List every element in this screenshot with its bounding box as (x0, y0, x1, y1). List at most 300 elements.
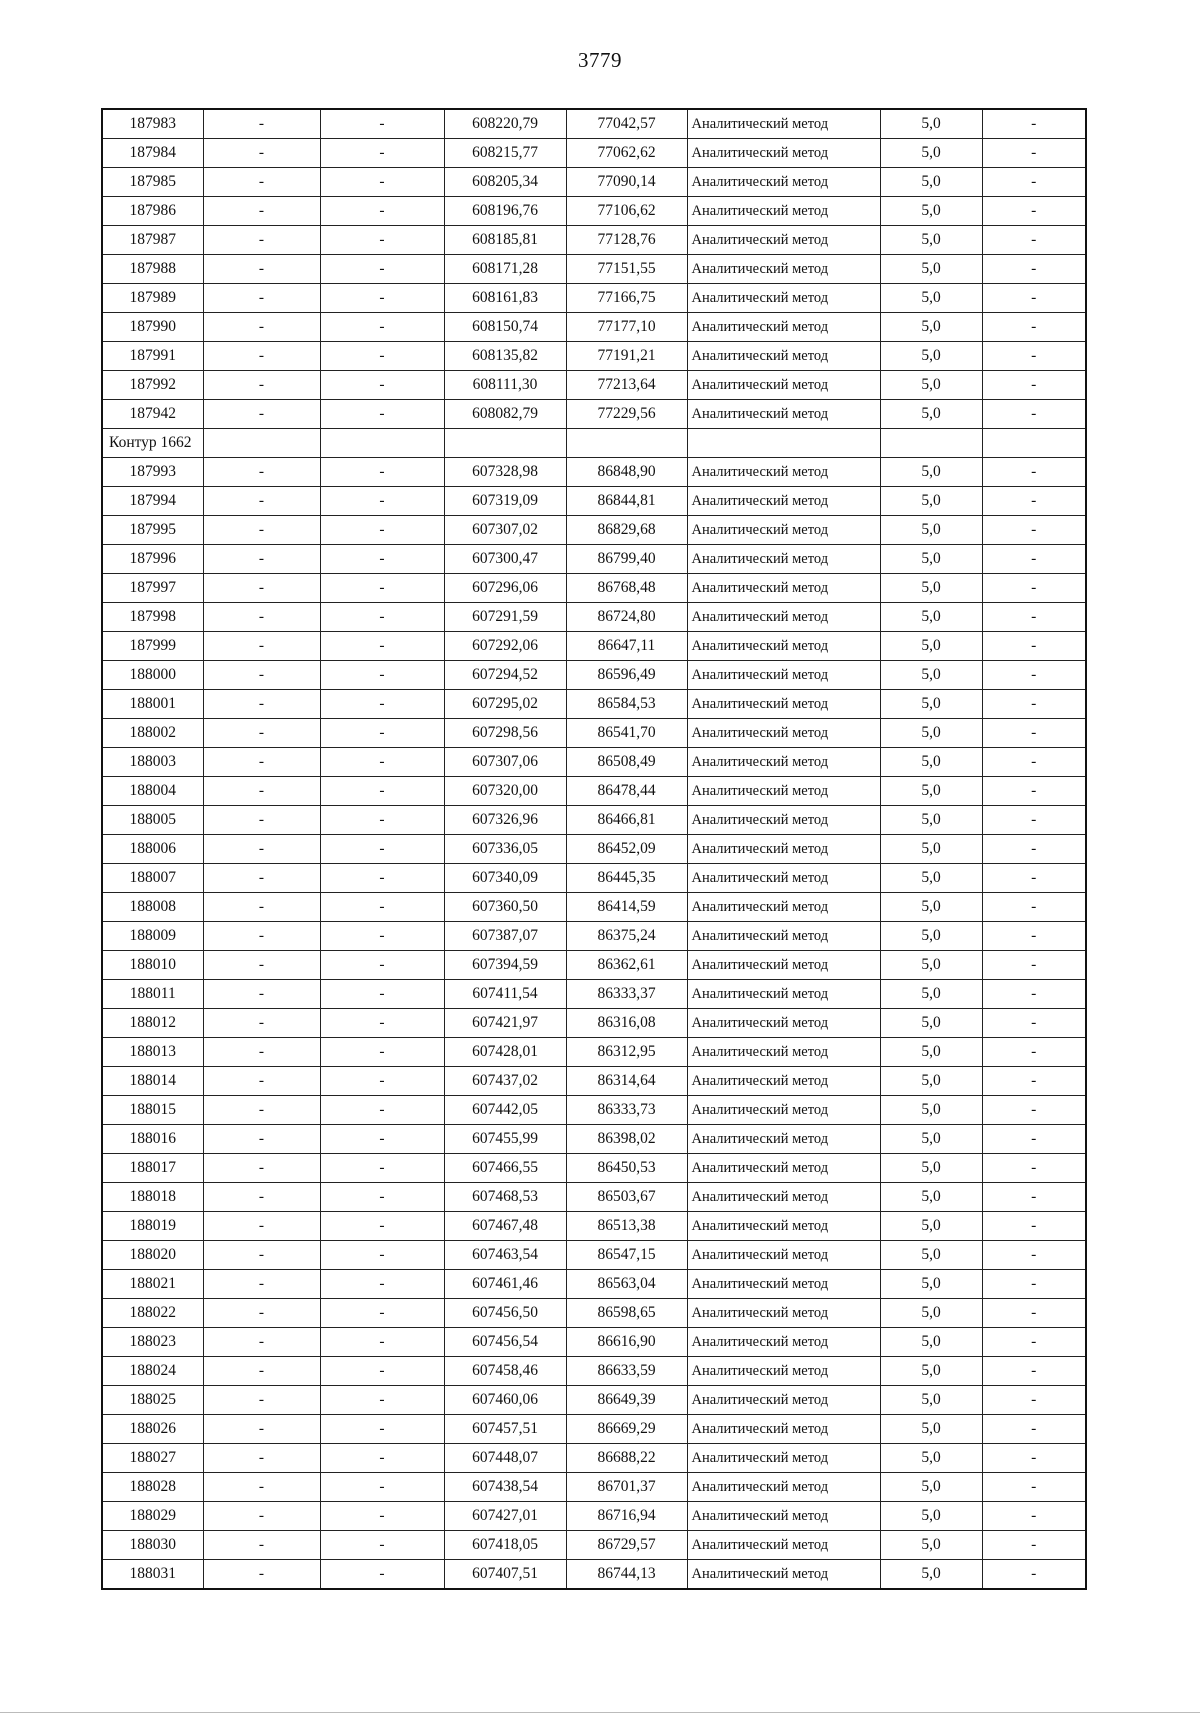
description-cell: - (982, 1502, 1086, 1531)
point-number-cell: 187998 (102, 603, 203, 632)
old-y-cell: - (320, 690, 444, 719)
y-coordinate-cell: 86596,49 (566, 661, 687, 690)
table-row (102, 545, 1086, 574)
method-cell: Аналитический метод (687, 109, 880, 139)
method-cell: Аналитический метод (687, 371, 880, 400)
point-number-cell: 188021 (102, 1270, 203, 1299)
point-number-cell: 188014 (102, 1067, 203, 1096)
y-coordinate-cell: 86584,53 (566, 690, 687, 719)
old-y-cell: - (320, 661, 444, 690)
point-number-cell: 188027 (102, 1444, 203, 1473)
point-number-cell: 187993 (102, 458, 203, 487)
description-cell: - (982, 835, 1086, 864)
y-coordinate-cell: 77062,62 (566, 139, 687, 168)
method-cell: Аналитический метод (687, 1502, 880, 1531)
point-number-cell: 188004 (102, 777, 203, 806)
description-cell: - (982, 1096, 1086, 1125)
accuracy-cell: 5,0 (880, 632, 982, 661)
old-x-cell: - (203, 922, 320, 951)
description-cell: - (982, 690, 1086, 719)
method-cell: Аналитический метод (687, 1357, 880, 1386)
x-coordinate-cell: 607360,50 (444, 893, 566, 922)
x-coordinate-cell: 607300,47 (444, 545, 566, 574)
point-number-cell: 187987 (102, 226, 203, 255)
old-y-cell: - (320, 168, 444, 197)
point-number-cell: Контур 1662 (102, 429, 203, 458)
method-cell: Аналитический метод (687, 603, 880, 632)
description-cell: - (982, 1299, 1086, 1328)
y-coordinate-cell (566, 429, 687, 458)
old-x-cell: - (203, 951, 320, 980)
table-row (102, 835, 1086, 864)
coordinates-table (101, 108, 1087, 1590)
old-y-cell: - (320, 1270, 444, 1299)
method-cell: Аналитический метод (687, 487, 880, 516)
old-y-cell: - (320, 1415, 444, 1444)
table-row (102, 1009, 1086, 1038)
y-coordinate-cell: 86633,59 (566, 1357, 687, 1386)
table-row (102, 1415, 1086, 1444)
old-x-cell: - (203, 1270, 320, 1299)
description-cell: - (982, 1241, 1086, 1270)
old-x-cell (203, 429, 320, 458)
x-coordinate-cell: 607457,51 (444, 1415, 566, 1444)
accuracy-cell: 5,0 (880, 516, 982, 545)
method-cell: Аналитический метод (687, 1415, 880, 1444)
x-coordinate-cell: 607418,05 (444, 1531, 566, 1560)
table-row (102, 632, 1086, 661)
description-cell: - (982, 371, 1086, 400)
description-cell: - (982, 342, 1086, 371)
accuracy-cell: 5,0 (880, 1270, 982, 1299)
accuracy-cell: 5,0 (880, 951, 982, 980)
x-coordinate-cell: 607428,01 (444, 1038, 566, 1067)
method-cell: Аналитический метод (687, 1096, 880, 1125)
contour-header-row (102, 429, 1086, 458)
method-cell: Аналитический метод (687, 806, 880, 835)
x-coordinate-cell: 608082,79 (444, 400, 566, 429)
table-row (102, 109, 1086, 139)
description-cell: - (982, 109, 1086, 139)
old-y-cell: - (320, 342, 444, 371)
accuracy-cell: 5,0 (880, 1415, 982, 1444)
old-y-cell: - (320, 777, 444, 806)
x-coordinate-cell: 607407,51 (444, 1560, 566, 1590)
y-coordinate-cell: 86513,38 (566, 1212, 687, 1241)
method-cell (687, 429, 880, 458)
description-cell: - (982, 197, 1086, 226)
old-y-cell: - (320, 748, 444, 777)
accuracy-cell: 5,0 (880, 1067, 982, 1096)
old-x-cell: - (203, 661, 320, 690)
old-x-cell: - (203, 313, 320, 342)
old-x-cell: - (203, 893, 320, 922)
table-row (102, 342, 1086, 371)
description-cell: - (982, 545, 1086, 574)
description-cell: - (982, 313, 1086, 342)
old-x-cell: - (203, 690, 320, 719)
point-number-cell: 187989 (102, 284, 203, 313)
method-cell: Аналитический метод (687, 980, 880, 1009)
accuracy-cell: 5,0 (880, 342, 982, 371)
old-x-cell: - (203, 864, 320, 893)
x-coordinate-cell: 607336,05 (444, 835, 566, 864)
old-y-cell: - (320, 487, 444, 516)
y-coordinate-cell: 86669,29 (566, 1415, 687, 1444)
y-coordinate-cell: 86375,24 (566, 922, 687, 951)
old-x-cell: - (203, 342, 320, 371)
accuracy-cell: 5,0 (880, 1531, 982, 1560)
old-x-cell: - (203, 1183, 320, 1212)
point-number-cell: 188015 (102, 1096, 203, 1125)
old-x-cell: - (203, 109, 320, 139)
method-cell: Аналитический метод (687, 1183, 880, 1212)
table-row (102, 748, 1086, 777)
x-coordinate-cell: 607455,99 (444, 1125, 566, 1154)
table-row (102, 777, 1086, 806)
old-y-cell: - (320, 255, 444, 284)
table-row (102, 1502, 1086, 1531)
old-y-cell: - (320, 864, 444, 893)
old-x-cell: - (203, 371, 320, 400)
old-x-cell: - (203, 400, 320, 429)
y-coordinate-cell: 86848,90 (566, 458, 687, 487)
point-number-cell: 188024 (102, 1357, 203, 1386)
method-cell: Аналитический метод (687, 1038, 880, 1067)
x-coordinate-cell: 608161,83 (444, 284, 566, 313)
table-row (102, 1386, 1086, 1415)
y-coordinate-cell: 86452,09 (566, 835, 687, 864)
x-coordinate-cell: 607340,09 (444, 864, 566, 893)
description-cell: - (982, 632, 1086, 661)
y-coordinate-cell: 86688,22 (566, 1444, 687, 1473)
description-cell: - (982, 1560, 1086, 1590)
method-cell: Аналитический метод (687, 748, 880, 777)
point-number-cell: 188011 (102, 980, 203, 1009)
y-coordinate-cell: 86466,81 (566, 806, 687, 835)
x-coordinate-cell: 608171,28 (444, 255, 566, 284)
accuracy-cell: 5,0 (880, 168, 982, 197)
y-coordinate-cell: 86445,35 (566, 864, 687, 893)
scan-edge-line (0, 1712, 1200, 1713)
method-cell: Аналитический метод (687, 835, 880, 864)
table-row (102, 226, 1086, 255)
table-row (102, 1328, 1086, 1357)
accuracy-cell: 5,0 (880, 1009, 982, 1038)
y-coordinate-cell: 86316,08 (566, 1009, 687, 1038)
accuracy-cell: 5,0 (880, 1125, 982, 1154)
table-row (102, 197, 1086, 226)
old-y-cell: - (320, 516, 444, 545)
old-x-cell: - (203, 1357, 320, 1386)
old-y-cell: - (320, 980, 444, 1009)
point-number-cell: 187985 (102, 168, 203, 197)
method-cell: Аналитический метод (687, 893, 880, 922)
old-y-cell: - (320, 1125, 444, 1154)
table-row (102, 168, 1086, 197)
y-coordinate-cell: 86768,48 (566, 574, 687, 603)
table-row (102, 1096, 1086, 1125)
method-cell: Аналитический метод (687, 1560, 880, 1590)
old-y-cell: - (320, 1241, 444, 1270)
y-coordinate-cell: 86333,73 (566, 1096, 687, 1125)
accuracy-cell: 5,0 (880, 139, 982, 168)
accuracy-cell: 5,0 (880, 1560, 982, 1590)
accuracy-cell: 5,0 (880, 1328, 982, 1357)
table-row (102, 1357, 1086, 1386)
y-coordinate-cell: 77191,21 (566, 342, 687, 371)
point-number-cell: 187942 (102, 400, 203, 429)
method-cell: Аналитический метод (687, 922, 880, 951)
y-coordinate-cell: 86503,67 (566, 1183, 687, 1212)
method-cell: Аналитический метод (687, 1241, 880, 1270)
accuracy-cell: 5,0 (880, 487, 982, 516)
accuracy-cell: 5,0 (880, 1502, 982, 1531)
y-coordinate-cell: 86450,53 (566, 1154, 687, 1183)
x-coordinate-cell: 607328,98 (444, 458, 566, 487)
old-x-cell: - (203, 487, 320, 516)
old-x-cell: - (203, 835, 320, 864)
x-coordinate-cell: 608220,79 (444, 109, 566, 139)
description-cell: - (982, 719, 1086, 748)
old-x-cell: - (203, 777, 320, 806)
point-number-cell: 188028 (102, 1473, 203, 1502)
old-y-cell: - (320, 371, 444, 400)
table-row (102, 1154, 1086, 1183)
description-cell: - (982, 168, 1086, 197)
old-y-cell: - (320, 1299, 444, 1328)
description-cell: - (982, 139, 1086, 168)
x-coordinate-cell: 607307,02 (444, 516, 566, 545)
accuracy-cell: 5,0 (880, 574, 982, 603)
description-cell: - (982, 284, 1086, 313)
old-y-cell: - (320, 1502, 444, 1531)
old-x-cell: - (203, 168, 320, 197)
point-number-cell: 187992 (102, 371, 203, 400)
description-cell: - (982, 458, 1086, 487)
accuracy-cell: 5,0 (880, 1096, 982, 1125)
method-cell: Аналитический метод (687, 1154, 880, 1183)
x-coordinate-cell: 607458,46 (444, 1357, 566, 1386)
description-cell: - (982, 777, 1086, 806)
point-number-cell: 188000 (102, 661, 203, 690)
old-y-cell: - (320, 1531, 444, 1560)
y-coordinate-cell: 86844,81 (566, 487, 687, 516)
old-y-cell: - (320, 1009, 444, 1038)
x-coordinate-cell: 607298,56 (444, 719, 566, 748)
point-number-cell: 188002 (102, 719, 203, 748)
x-coordinate-cell: 607437,02 (444, 1067, 566, 1096)
accuracy-cell: 5,0 (880, 255, 982, 284)
old-x-cell: - (203, 1038, 320, 1067)
y-coordinate-cell: 77177,10 (566, 313, 687, 342)
x-coordinate-cell: 607460,06 (444, 1386, 566, 1415)
description-cell: - (982, 1444, 1086, 1473)
table-row (102, 951, 1086, 980)
method-cell: Аналитический метод (687, 632, 880, 661)
description-cell: - (982, 603, 1086, 632)
description-cell: - (982, 1154, 1086, 1183)
old-y-cell: - (320, 1473, 444, 1502)
description-cell: - (982, 1183, 1086, 1212)
x-coordinate-cell: 608205,34 (444, 168, 566, 197)
y-coordinate-cell: 86362,61 (566, 951, 687, 980)
point-number-cell: 187994 (102, 487, 203, 516)
table-row (102, 1444, 1086, 1473)
description-cell: - (982, 1067, 1086, 1096)
method-cell: Аналитический метод (687, 1444, 880, 1473)
old-y-cell: - (320, 574, 444, 603)
table-row (102, 893, 1086, 922)
x-coordinate-cell: 607466,55 (444, 1154, 566, 1183)
x-coordinate-cell: 607326,96 (444, 806, 566, 835)
point-number-cell: 188010 (102, 951, 203, 980)
old-y-cell: - (320, 603, 444, 632)
old-y-cell: - (320, 139, 444, 168)
accuracy-cell: 5,0 (880, 1444, 982, 1473)
old-x-cell: - (203, 806, 320, 835)
old-y-cell: - (320, 1096, 444, 1125)
old-x-cell: - (203, 255, 320, 284)
description-cell: - (982, 1038, 1086, 1067)
description-cell: - (982, 1357, 1086, 1386)
description-cell: - (982, 1473, 1086, 1502)
old-y-cell: - (320, 893, 444, 922)
description-cell: - (982, 1125, 1086, 1154)
point-number-cell: 187996 (102, 545, 203, 574)
x-coordinate-cell: 607320,00 (444, 777, 566, 806)
description-cell: - (982, 748, 1086, 777)
x-coordinate-cell: 607427,01 (444, 1502, 566, 1531)
accuracy-cell: 5,0 (880, 864, 982, 893)
table-row (102, 313, 1086, 342)
table-row (102, 922, 1086, 951)
x-coordinate-cell: 608111,30 (444, 371, 566, 400)
description-cell: - (982, 487, 1086, 516)
method-cell: Аналитический метод (687, 1386, 880, 1415)
method-cell: Аналитический метод (687, 864, 880, 893)
method-cell: Аналитический метод (687, 777, 880, 806)
old-x-cell: - (203, 1067, 320, 1096)
table-row (102, 1183, 1086, 1212)
old-y-cell: - (320, 835, 444, 864)
description-cell: - (982, 951, 1086, 980)
point-number-cell: 188026 (102, 1415, 203, 1444)
description-cell: - (982, 1009, 1086, 1038)
method-cell: Аналитический метод (687, 1328, 880, 1357)
x-coordinate-cell: 608215,77 (444, 139, 566, 168)
old-y-cell: - (320, 1067, 444, 1096)
description-cell: - (982, 1328, 1086, 1357)
point-number-cell: 188022 (102, 1299, 203, 1328)
table-row (102, 1560, 1086, 1590)
x-coordinate-cell: 607448,07 (444, 1444, 566, 1473)
accuracy-cell: 5,0 (880, 371, 982, 400)
description-cell: - (982, 1270, 1086, 1299)
y-coordinate-cell: 86598,65 (566, 1299, 687, 1328)
table-row (102, 1299, 1086, 1328)
accuracy-cell: 5,0 (880, 313, 982, 342)
description-cell: - (982, 806, 1086, 835)
old-x-cell: - (203, 980, 320, 1009)
old-y-cell: - (320, 806, 444, 835)
accuracy-cell: 5,0 (880, 1299, 982, 1328)
method-cell: Аналитический метод (687, 719, 880, 748)
y-coordinate-cell: 86541,70 (566, 719, 687, 748)
table-row (102, 1473, 1086, 1502)
point-number-cell: 188008 (102, 893, 203, 922)
old-x-cell: - (203, 226, 320, 255)
method-cell: Аналитический метод (687, 342, 880, 371)
accuracy-cell: 5,0 (880, 1212, 982, 1241)
y-coordinate-cell: 77166,75 (566, 284, 687, 313)
old-y-cell: - (320, 1038, 444, 1067)
table-row (102, 806, 1086, 835)
old-x-cell: - (203, 1531, 320, 1560)
table-row (102, 458, 1086, 487)
x-coordinate-cell: 607394,59 (444, 951, 566, 980)
method-cell: Аналитический метод (687, 1212, 880, 1241)
old-x-cell: - (203, 632, 320, 661)
point-number-cell: 188031 (102, 1560, 203, 1590)
description-cell: - (982, 574, 1086, 603)
y-coordinate-cell: 86729,57 (566, 1531, 687, 1560)
x-coordinate-cell: 607292,06 (444, 632, 566, 661)
description-cell: - (982, 400, 1086, 429)
old-y-cell: - (320, 284, 444, 313)
old-x-cell: - (203, 545, 320, 574)
accuracy-cell: 5,0 (880, 545, 982, 574)
point-number-cell: 187995 (102, 516, 203, 545)
y-coordinate-cell: 77128,76 (566, 226, 687, 255)
x-coordinate-cell: 607438,54 (444, 1473, 566, 1502)
x-coordinate-cell: 607467,48 (444, 1212, 566, 1241)
x-coordinate-cell: 607442,05 (444, 1096, 566, 1125)
old-x-cell: - (203, 1444, 320, 1473)
point-number-cell: 188018 (102, 1183, 203, 1212)
old-y-cell: - (320, 313, 444, 342)
old-x-cell: - (203, 1328, 320, 1357)
x-coordinate-cell: 608135,82 (444, 342, 566, 371)
table-row (102, 255, 1086, 284)
old-y-cell: - (320, 1328, 444, 1357)
accuracy-cell: 5,0 (880, 1038, 982, 1067)
table-row (102, 1241, 1086, 1270)
old-y-cell: - (320, 545, 444, 574)
x-coordinate-cell: 607421,97 (444, 1009, 566, 1038)
description-cell (982, 429, 1086, 458)
y-coordinate-cell: 86333,37 (566, 980, 687, 1009)
point-number-cell: 188016 (102, 1125, 203, 1154)
old-y-cell: - (320, 632, 444, 661)
y-coordinate-cell: 77151,55 (566, 255, 687, 284)
x-coordinate-cell: 608196,76 (444, 197, 566, 226)
old-x-cell: - (203, 1212, 320, 1241)
old-y-cell: - (320, 719, 444, 748)
y-coordinate-cell: 86398,02 (566, 1125, 687, 1154)
method-cell: Аналитический метод (687, 516, 880, 545)
accuracy-cell: 5,0 (880, 719, 982, 748)
old-y-cell: - (320, 458, 444, 487)
table-row (102, 1067, 1086, 1096)
accuracy-cell: 5,0 (880, 806, 982, 835)
x-coordinate-cell: 608150,74 (444, 313, 566, 342)
point-number-cell: 187988 (102, 255, 203, 284)
x-coordinate-cell: 607456,50 (444, 1299, 566, 1328)
method-cell: Аналитический метод (687, 255, 880, 284)
accuracy-cell: 5,0 (880, 458, 982, 487)
y-coordinate-cell: 86616,90 (566, 1328, 687, 1357)
